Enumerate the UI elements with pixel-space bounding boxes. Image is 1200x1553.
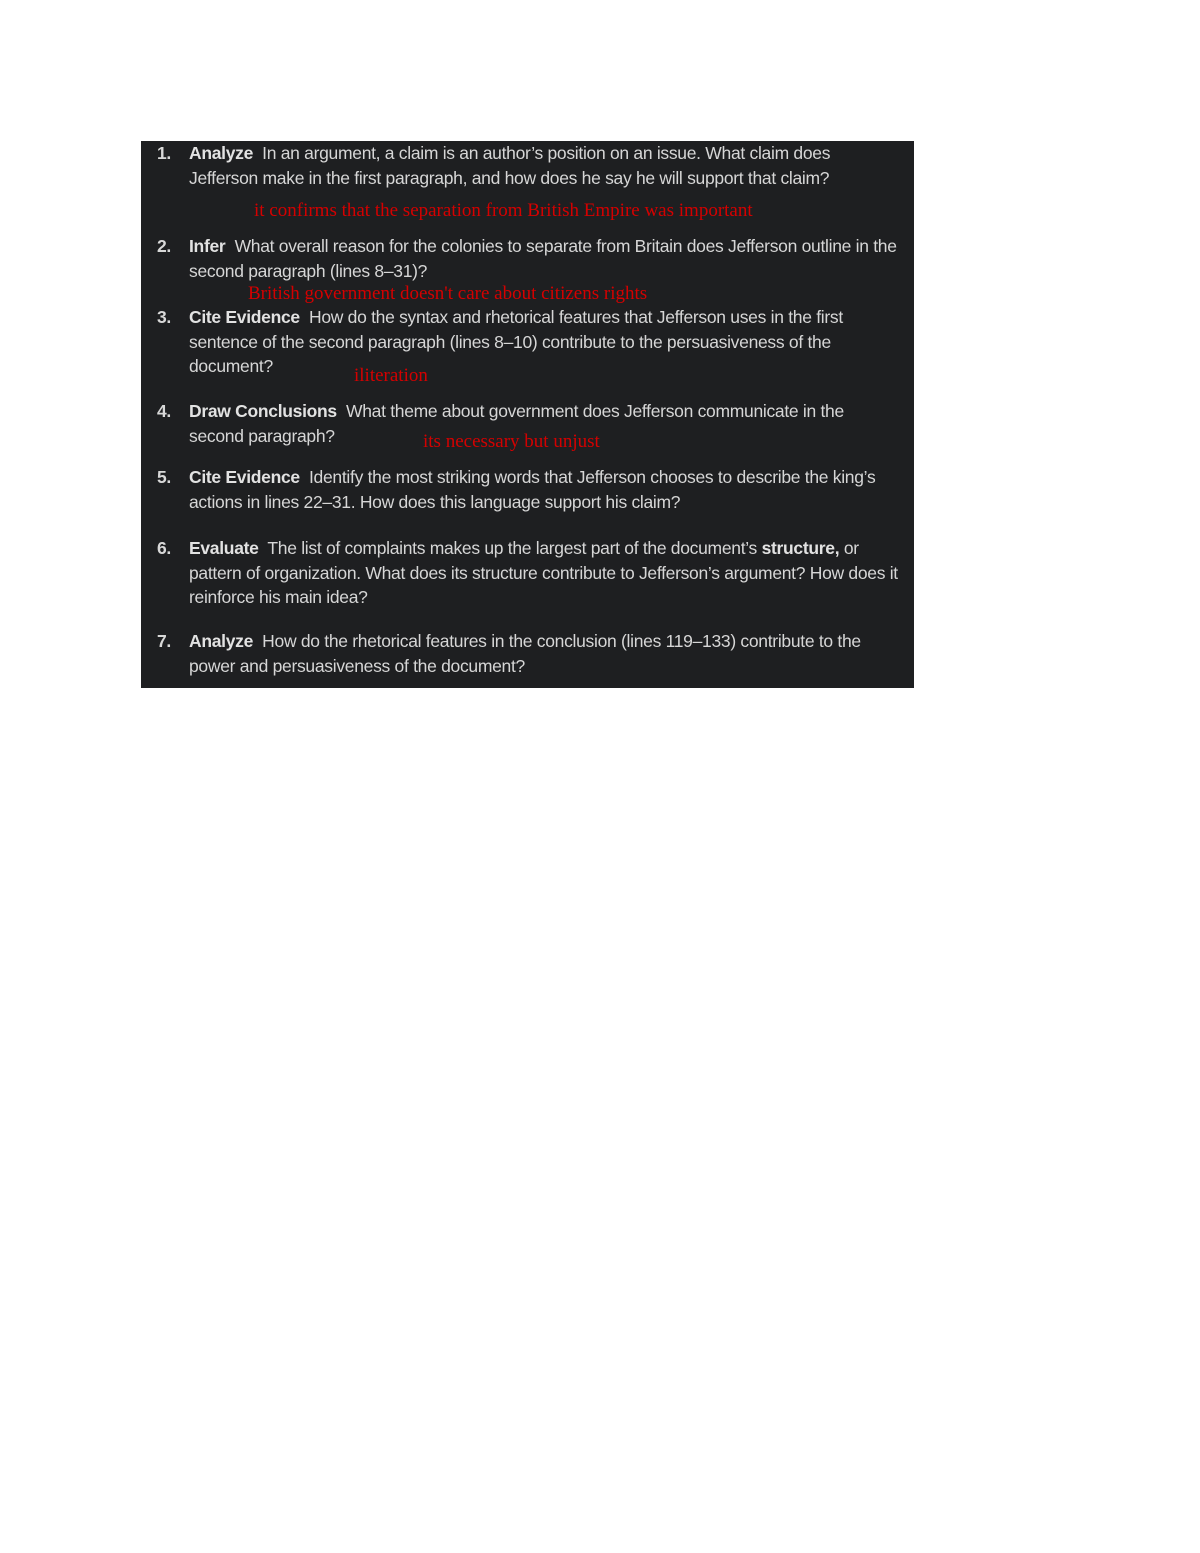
question-body: The list of complaints makes up the largest part of the document’s — [267, 538, 757, 558]
question-text — [189, 465, 902, 514]
question-text — [189, 234, 902, 283]
question-number: 6. — [157, 538, 171, 558]
question-keyword: Cite Evidence — [189, 467, 300, 487]
question-body-continued: or pattern of organization. What does its structure contribute to Jefferson’s argument? How does it reinforce his main idea? — [189, 538, 898, 607]
question-number: 3. — [157, 307, 171, 327]
question-keyword: Cite Evidence — [189, 307, 300, 327]
question-body: What theme about government does Jefferson communicate in the second paragraph? — [189, 401, 844, 446]
questions-panel — [141, 141, 914, 688]
question-body: What overall reason for the colonies to separate from Britain does Jefferson outline in the second paragraph (lines 8–31)? — [189, 236, 897, 281]
question-keyword: Evaluate — [189, 538, 259, 558]
answer-1: it confirms that the separation from British Empire was important — [254, 200, 753, 221]
question-body: How do the syntax and rhetorical features that Jefferson uses in the first sentence of the second paragraph (lines 8–10) contribute to the persuasiveness of the document? — [189, 307, 843, 376]
question-body: Identify the most striking words that Jefferson chooses to describe the king’s actions in lines 22–31. How does this language support his claim? — [189, 467, 876, 512]
answer-4: its necessary but unjust — [423, 431, 600, 452]
question-text — [189, 629, 902, 678]
question-number: 4. — [157, 401, 171, 421]
answer-3: iliteration — [354, 365, 428, 386]
question-number: 1. — [157, 143, 171, 163]
question-keyword: Analyze — [189, 143, 254, 163]
question-text — [189, 141, 902, 190]
question-number: 7. — [157, 631, 171, 651]
question-keyword: Analyze — [189, 631, 254, 651]
question-number: 5. — [157, 467, 171, 487]
question-body: In an argument, a claim is an author’s position on an issue. What claim does Jefferson make in the first paragraph, and how does he say he will support that claim? — [189, 143, 831, 188]
question-5 — [157, 465, 902, 514]
answer-2: British government doesn't care about citizens rights — [248, 283, 648, 304]
question-keyword: Infer — [189, 236, 226, 256]
question-keyword: Draw Conclusions — [189, 401, 337, 421]
question-text — [189, 305, 902, 379]
question-6 — [157, 536, 902, 610]
question-number: 2. — [157, 236, 171, 256]
question-2 — [157, 234, 902, 283]
question-text — [189, 536, 902, 610]
structure-term: structure, — [761, 538, 840, 558]
question-7 — [157, 629, 902, 678]
question-3 — [157, 305, 902, 379]
question-body: How do the rhetorical features in the conclusion (lines 119–133) contribute to the power and persuasiveness of the document? — [189, 631, 861, 676]
question-1 — [157, 141, 902, 190]
